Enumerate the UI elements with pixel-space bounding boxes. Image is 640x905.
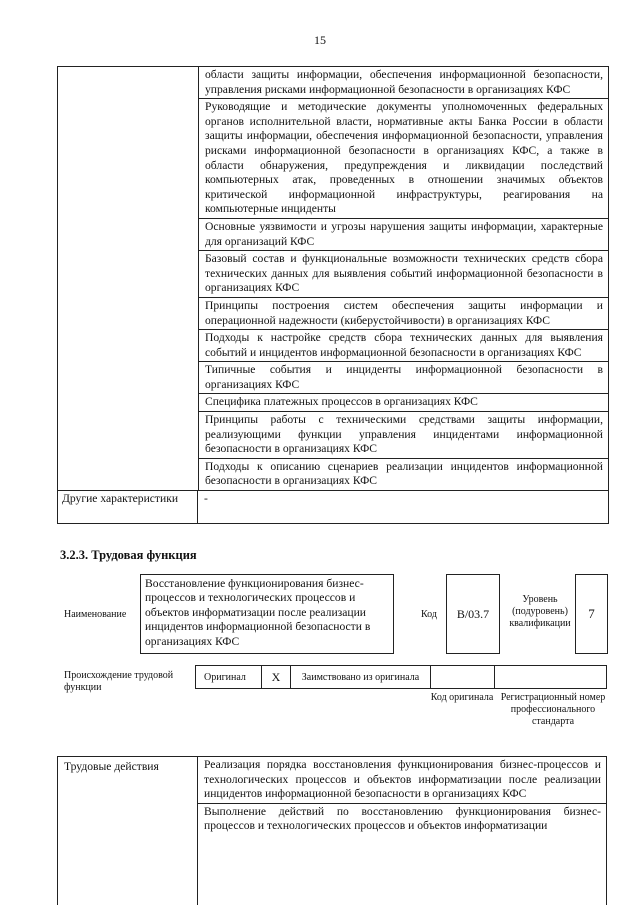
page-number: 15 bbox=[314, 33, 326, 47]
knowledge-label-cell bbox=[58, 67, 199, 490]
actions-table bbox=[57, 756, 607, 905]
knowledge-table bbox=[57, 66, 609, 524]
other-characteristics-value: - bbox=[204, 492, 208, 506]
code-original-cell bbox=[431, 666, 495, 688]
original-label: Оригинал bbox=[196, 666, 262, 688]
actions-items bbox=[198, 757, 606, 905]
action-item: Выполнение действий по восстановлению функционирования бизнес-процессов и технологических процессов и объектов информатизации bbox=[204, 804, 601, 833]
knowledge-item: Специфика платежных процессов в организациях КФС bbox=[199, 394, 608, 412]
reg-number-cell bbox=[495, 666, 606, 688]
knowledge-item: Базовый состав и функциональные возможности технических средств сбора технических данных для выявления событий информационной безопасности в организациях КФС bbox=[199, 251, 608, 298]
knowledge-item: Принципы построения систем обеспечения защиты информации и операционной надежности (киберустойчивости) в организациях КФС bbox=[199, 298, 608, 330]
code-label: Код bbox=[421, 609, 437, 620]
code-original-label: Код оригинала bbox=[430, 692, 494, 703]
section-title: 3.2.3. Трудовая функция bbox=[60, 548, 197, 562]
knowledge-item: Подходы к описанию сценариев реализации инцидентов информационной безопасности в организациях КФС bbox=[205, 459, 603, 488]
knowledge-item: Руководящие и методические документы уполномоченных федеральных органов исполнительной власти, нормативные акты Банка России в области защиты информации, обеспечения информационной безопасности, управления рисками информационной безопасности в организациях КФС, а также в области обнаружения, предупреждения и ликвидации последствий компьютерных атак, проведенных в отношении значимых объектов критической информационной инфраструктуры, реагирования на компьютерные инциденты bbox=[199, 99, 608, 219]
knowledge-item: Основные уязвимости и угрозы нарушения защиты информации, характерные для организаций КФС bbox=[199, 219, 608, 251]
reg-number-label: Регистрационный номер профессионального стандарта bbox=[500, 692, 606, 727]
name-label: Наименование bbox=[64, 609, 127, 620]
actions-label: Трудовые действия bbox=[58, 757, 198, 905]
qualification-level-label: Уровень (подуровень) квалификации bbox=[509, 594, 571, 629]
borrowed-label: Заимствовано из оригинала bbox=[291, 666, 431, 688]
function-name-box: Восстановление функционирования бизнес-процессов и технологических процессов и объектов информатизации после реализации инцидентов информационной безопасности в организациях КФС bbox=[140, 574, 394, 654]
action-item: Реализация порядка восстановления функционирования бизнес-процессов и технологических процессов и объектов информатизации после реализации инцидентов информационной безопасности в организациях КФС bbox=[198, 757, 606, 804]
origin-row bbox=[195, 665, 607, 689]
other-characteristics-label: Другие характеристики bbox=[58, 491, 198, 523]
knowledge-item: области защиты информации, обеспечения информационной безопасности, управления рисками информационной безопасности в организациях КФС bbox=[199, 67, 608, 99]
origin-label: Происхождение трудовой функции bbox=[64, 670, 174, 693]
knowledge-items bbox=[199, 67, 608, 490]
knowledge-item: Подходы к настройке средств сбора технических данных для выявления событий и инцидентов информационной безопасности в организациях КФС bbox=[199, 330, 608, 362]
knowledge-item: Типичные события и инциденты информационной безопасности в организациях КФС bbox=[199, 362, 608, 394]
function-code-box: B/03.7 bbox=[446, 574, 500, 654]
knowledge-item: Принципы работы с техническими средствами защиты информации, реализующими функции управления инцидентами информационной безопасности в организациях КФС bbox=[199, 412, 608, 459]
original-mark: X bbox=[262, 666, 291, 688]
qualification-level-box: 7 bbox=[575, 574, 608, 654]
